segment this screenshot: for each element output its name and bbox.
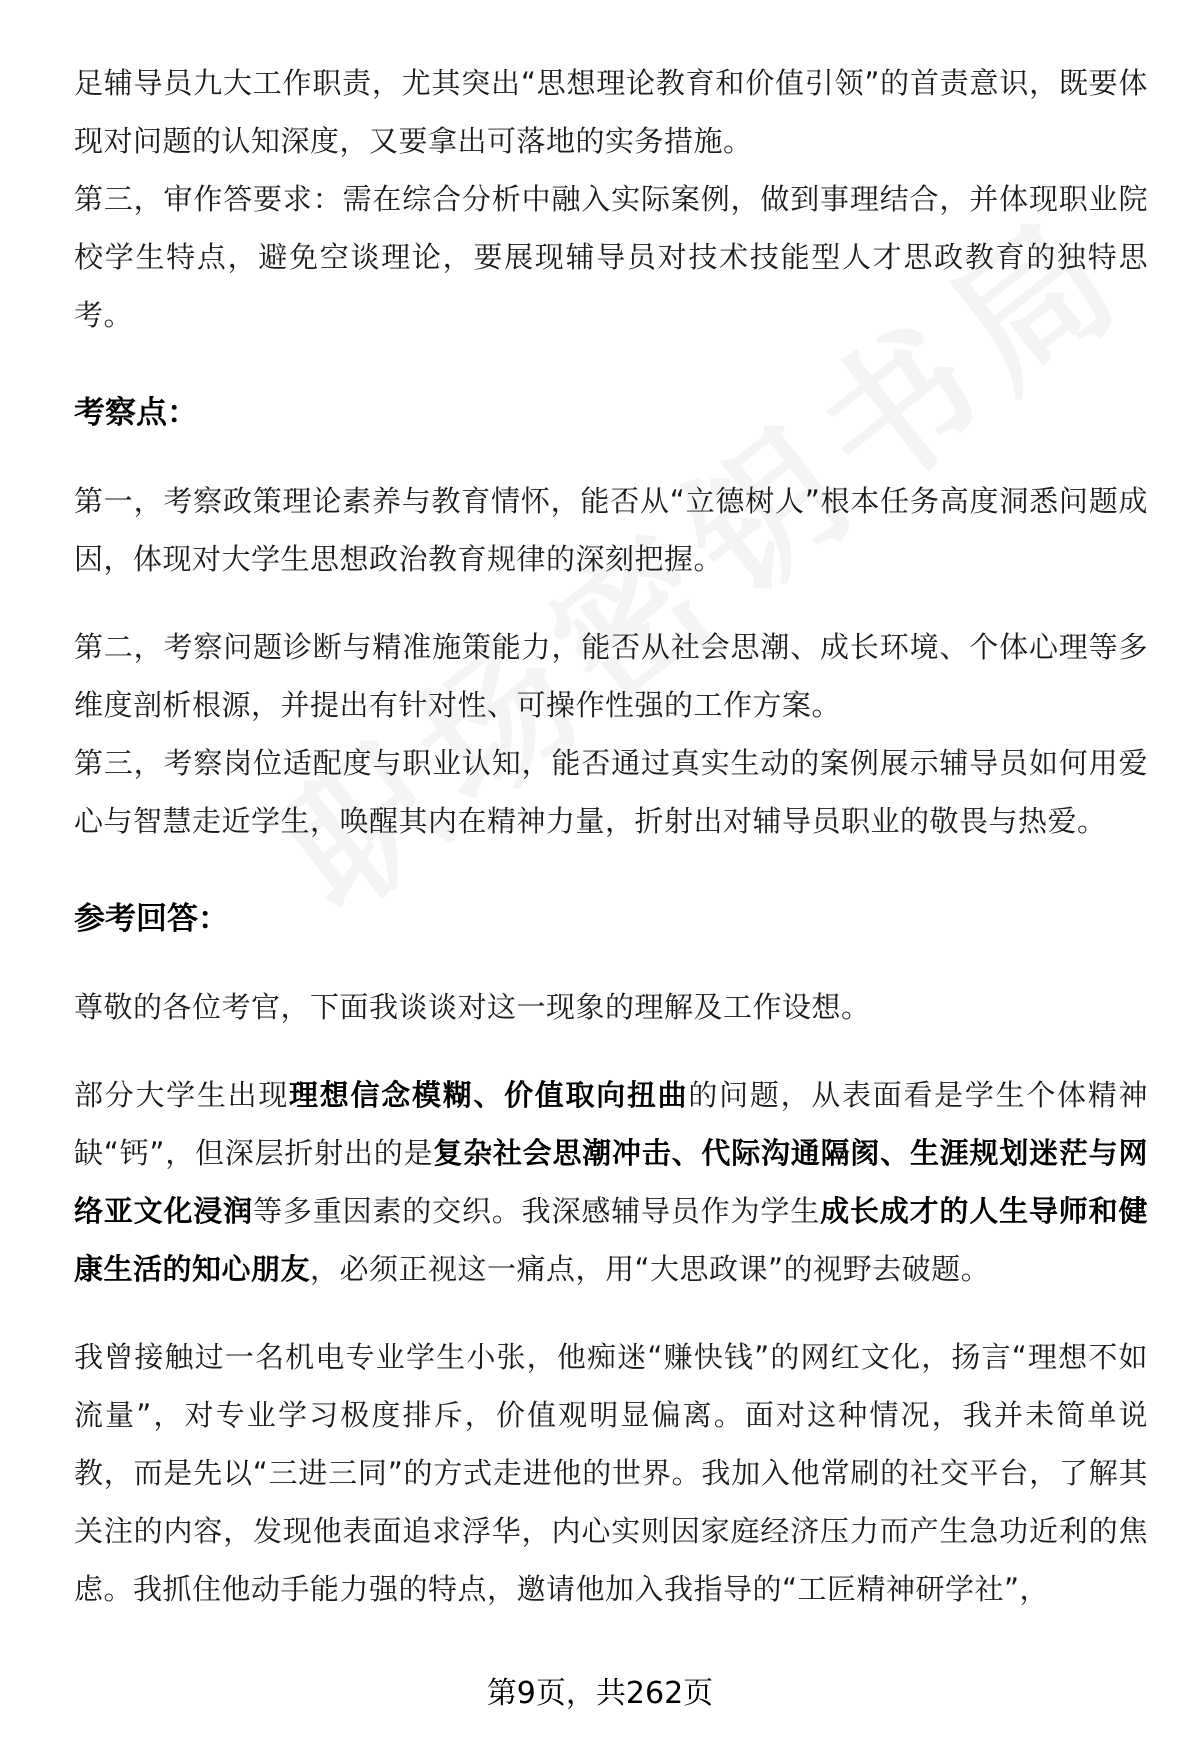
text-run: ，必须正视这一痛点，用“大思政课”的视野去破题。 xyxy=(310,1252,991,1286)
paragraph xyxy=(74,1066,1148,1298)
paragraph: 我曾接触过一名机电专业学生小张，他痴迷“赚快钱”的网红文化，扬言“理想不如流量”，对专业学习极度排斥，价值观明显偏离。面对这种情况，我并未简单说教，而是先以“三进三同”的方式走进他的世界。我加入他常刷的社交平台，了解其关注的内容，发现他表面追求浮华，内心实则因家庭经济压力而产生急功近利的焦虑。我抓住他动手能力强的特点，邀请他加入我指导的“工匠精神研学社”， xyxy=(74,1340,1148,1606)
paragraph: 尊敬的各位考官，下面我谈谈对这一现象的理解及工作设想。 xyxy=(74,990,871,1024)
paragraph: 第二，考察问题诊断与精准施策能力，能否从社会思潮、成长环境、个体心理等多维度剖析根源，并提出有针对性、可操作性强的工作方案。 xyxy=(74,630,1148,722)
document-body xyxy=(74,54,1148,1618)
bold-run: 复杂社会思潮冲击、代际沟通隔阂、生涯规划迷茫与网络亚文化浸润 xyxy=(74,1136,1148,1228)
section-heading-answer: 参考回答： xyxy=(74,901,229,937)
bold-run: 成长成才的人生导师和健康生活的知心朋友 xyxy=(74,1194,1148,1286)
bold-run: 理想信念模糊、价值取向扭曲 xyxy=(289,1078,689,1112)
text-run: 部分大学生出现 xyxy=(74,1078,290,1112)
text-run: 的问题，从表面看是学生个体精神缺“钙”，但深层折射出的是 xyxy=(74,1078,1148,1170)
section-heading-kaocha: 考察点： xyxy=(74,395,198,431)
paragraph: 足辅导员九大工作职责，尤其突出“思想理论教育和价值引领”的首责意识，既要体现对问题的认知深度，又要拿出可落地的实务措施。 xyxy=(74,66,1148,158)
text-run: 等多重因素的交织。我深感辅导员作为学生 xyxy=(253,1194,821,1228)
paragraph: 第三，审作答要求：需在综合分析中融入实际案例，做到事理结合，并体现职业院校学生特点，避免空谈理论，要展现辅导员对技术技能型人才思政教育的独特思考。 xyxy=(74,182,1148,332)
paragraph: 第三，考察岗位适配度与职业认知，能否通过真实生动的案例展示辅导员如何用爱心与智慧走近学生，唤醒其内在精神力量，折射出对辅导员职业的敬畏与热爱。 xyxy=(74,746,1148,838)
paragraph: 第一，考察政策理论素养与教育情怀，能否从“立德树人”根本任务高度洞悉问题成因，体现对大学生思想政治教育规律的深刻把握。 xyxy=(74,484,1148,576)
page-footer: 第9页，共262页 xyxy=(486,1676,714,1711)
